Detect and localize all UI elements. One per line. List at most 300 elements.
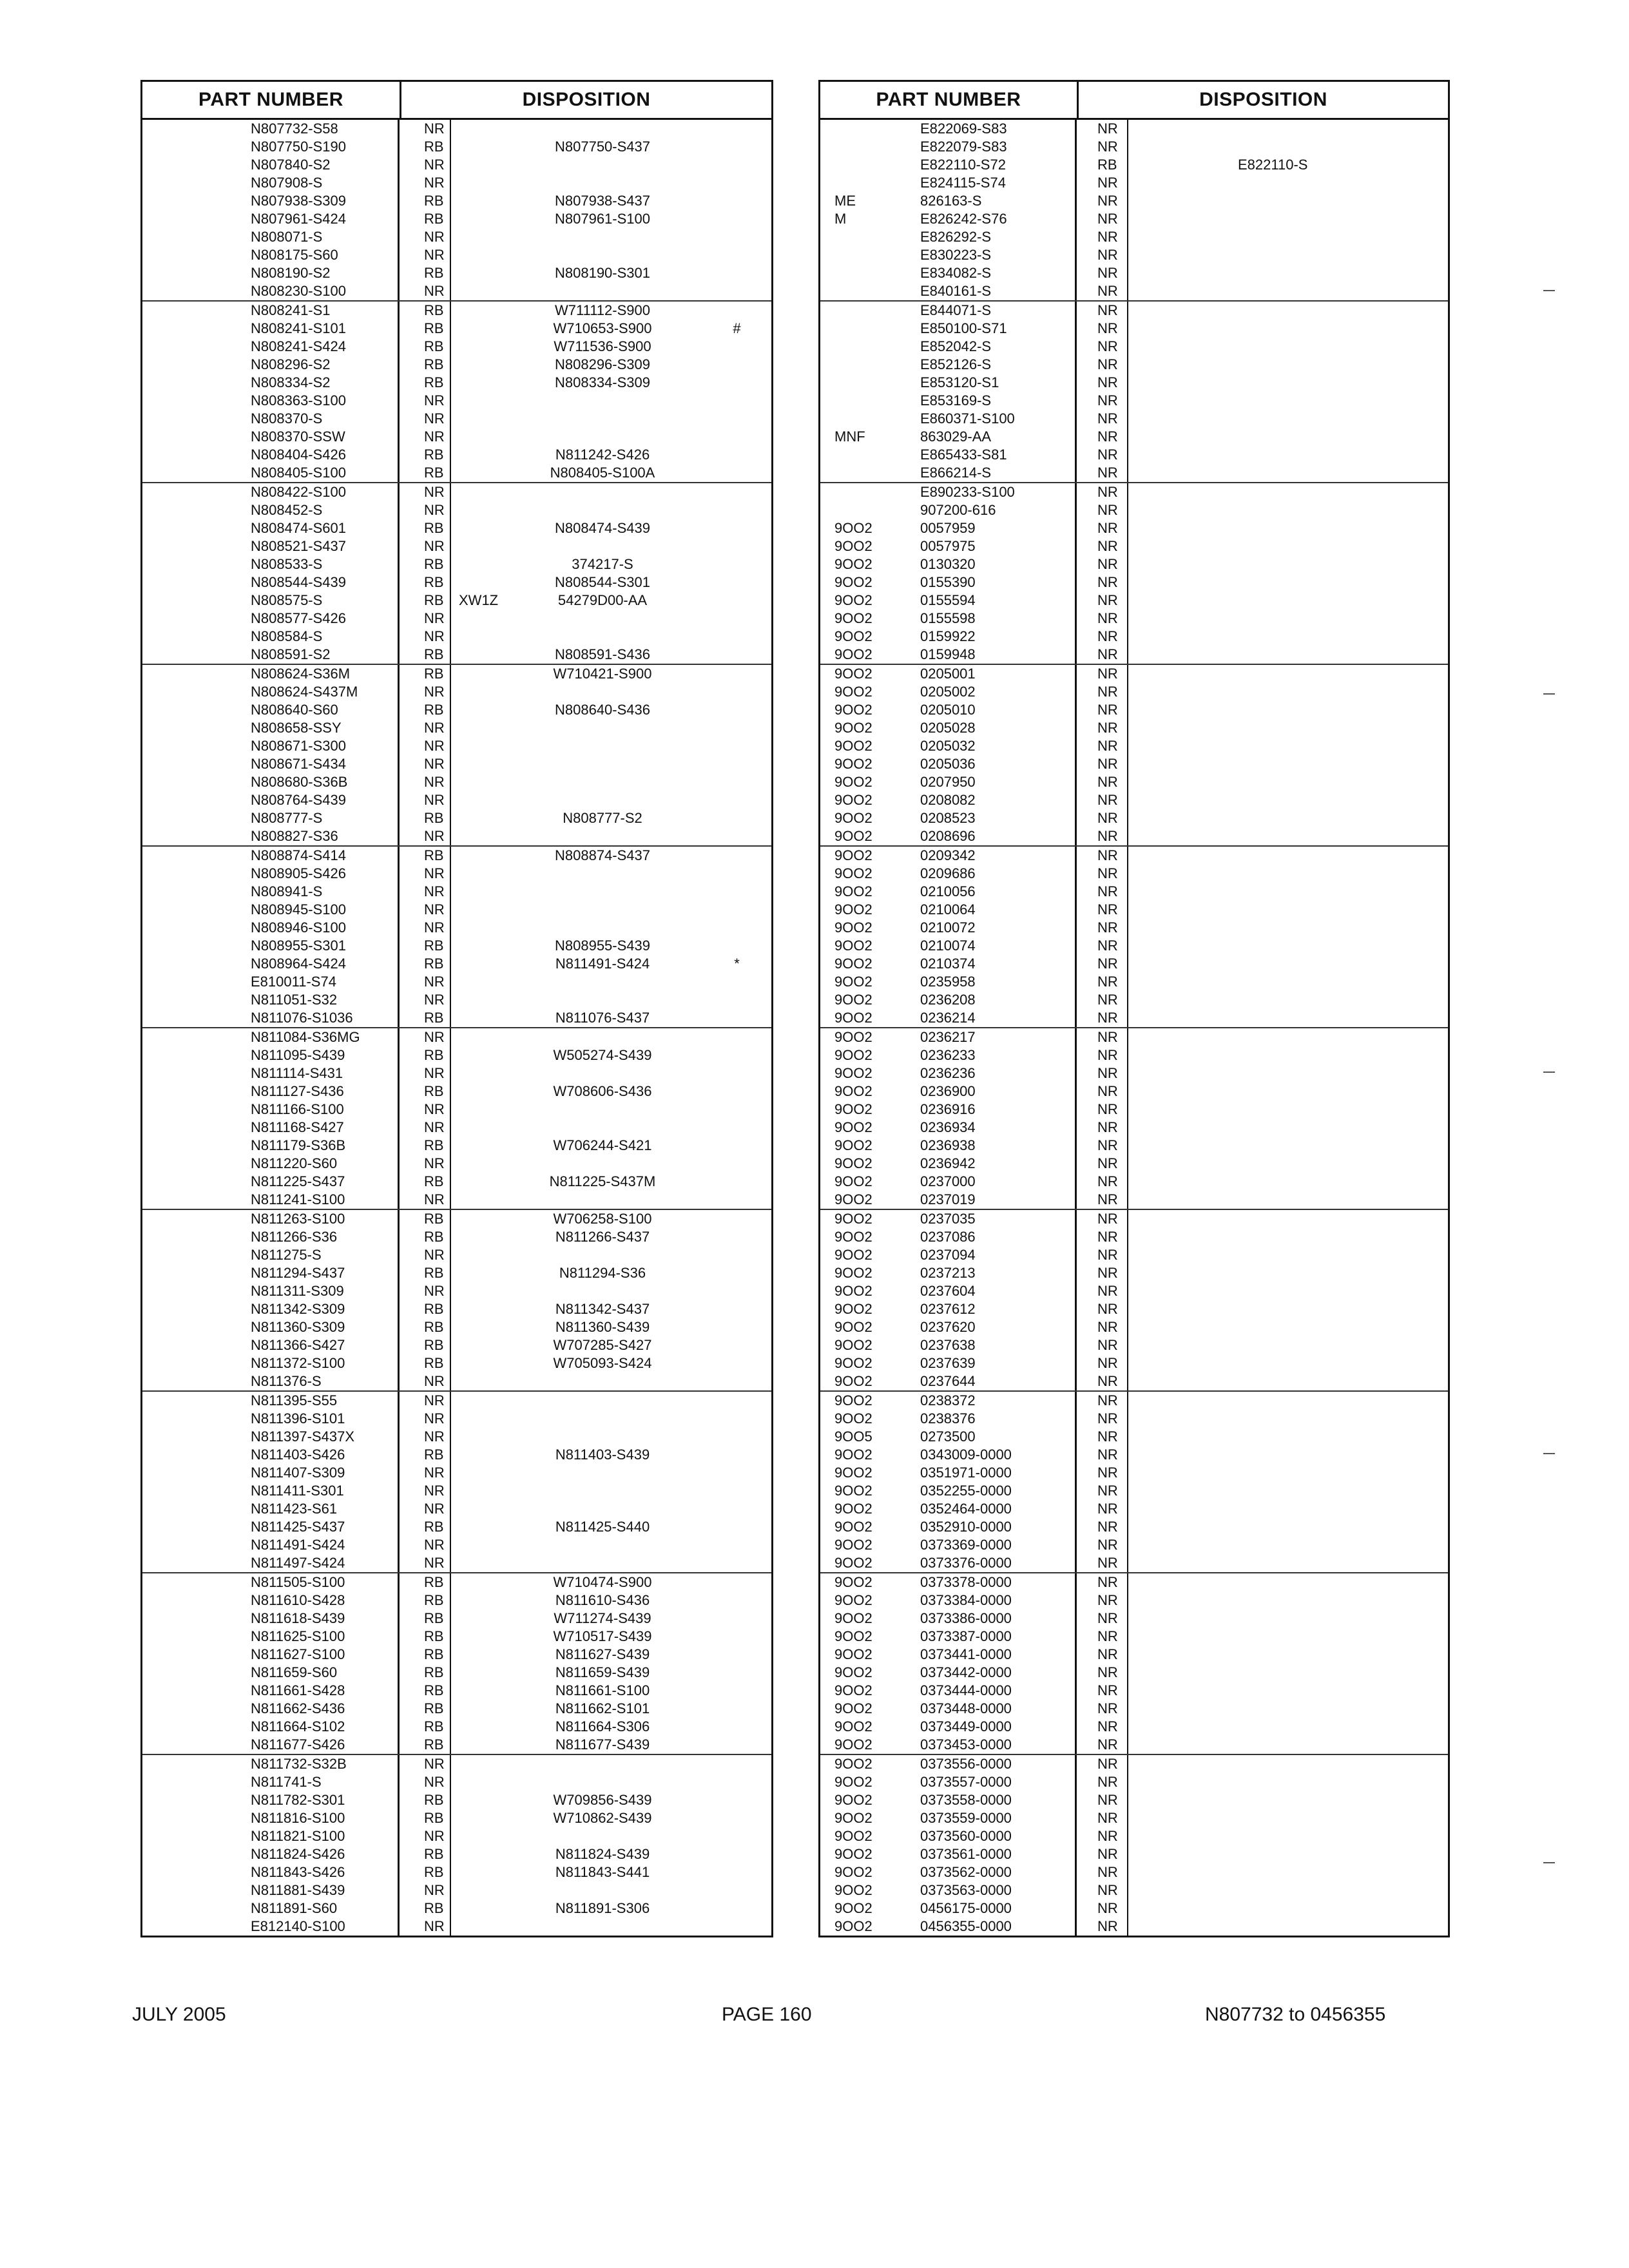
disposition-code: NR [1077, 1736, 1128, 1754]
row-group [142, 1028, 771, 1210]
replacement-part: W706244-S421 [553, 1137, 652, 1153]
part-number: N811395-S55 [142, 1392, 400, 1410]
note-mark [702, 228, 771, 246]
table-row [820, 1845, 1448, 1863]
replacement-part [1128, 246, 1448, 264]
table-row [820, 665, 1448, 683]
replacement-part: 54279D00-AA [557, 592, 648, 608]
replacement-prefix [451, 1410, 503, 1428]
replacement-prefix [451, 646, 503, 664]
note-mark [702, 1628, 771, 1646]
table-row [820, 919, 1448, 937]
disposition-code: NR [400, 1282, 451, 1300]
part-number: 0236214 [920, 1009, 1077, 1027]
disposition-code: NR [1077, 1718, 1128, 1736]
disposition-code: RB [400, 1518, 451, 1536]
replacement-part [503, 1464, 702, 1482]
table-row [820, 1137, 1448, 1155]
table-row [820, 1809, 1448, 1827]
table-row [142, 737, 771, 755]
table-row [142, 1482, 771, 1500]
table-row [142, 1718, 771, 1736]
replacement-prefix [451, 519, 503, 537]
note-mark [702, 1899, 771, 1917]
disposition-code: RB [400, 446, 451, 464]
note-mark [702, 1518, 771, 1536]
replacement-part [503, 282, 702, 300]
row-group [820, 665, 1448, 847]
table-row [142, 1917, 771, 1936]
replacement-part [1128, 847, 1448, 865]
part-number: 0237638 [920, 1336, 1077, 1354]
note-mark [702, 773, 771, 791]
disposition-code: NR [1077, 1682, 1128, 1700]
part-prefix: 9OO2 [834, 574, 872, 590]
part-prefix: M [834, 211, 847, 227]
note-mark [702, 1791, 771, 1809]
part-number: N808474-S601 [142, 519, 400, 537]
replacement-prefix [451, 156, 503, 174]
replacement-part [1128, 1718, 1448, 1736]
part-number: N808190-S2 [142, 264, 400, 282]
part-number: 0209342 [920, 847, 1077, 865]
part-number: E853120-S1 [920, 374, 1077, 392]
replacement-part: W705093-S424 [553, 1355, 652, 1371]
replacement-part [1128, 1610, 1448, 1628]
row-group [820, 1028, 1448, 1210]
disposition-code: NR [1077, 1700, 1128, 1718]
part-number: 0456355-0000 [920, 1917, 1077, 1936]
replacement-prefix [451, 701, 503, 719]
table-row [820, 1318, 1448, 1336]
part-prefix: 9OO2 [834, 1555, 872, 1571]
note-mark [702, 1246, 771, 1264]
replacement-part [1128, 1646, 1448, 1664]
note-mark [702, 628, 771, 646]
disposition-code: RB [400, 1336, 451, 1354]
part-prefix: 9OO2 [834, 1664, 872, 1680]
table-row [142, 410, 771, 428]
replacement-prefix [451, 919, 503, 937]
table-row [820, 228, 1448, 246]
disposition-code: RB [400, 1082, 451, 1100]
disposition-code: RB [400, 1845, 451, 1863]
table-row [820, 610, 1448, 628]
note-mark [702, 120, 771, 138]
part-number: N811168-S427 [142, 1119, 400, 1137]
part-number: 0373448-0000 [920, 1700, 1077, 1718]
replacement-prefix [451, 628, 503, 646]
note-mark [702, 1446, 771, 1464]
part-number: N808241-S424 [142, 338, 400, 356]
replacement-prefix [451, 955, 503, 973]
disposition-code: NR [400, 1100, 451, 1119]
part-prefix: 9OO2 [834, 974, 872, 990]
replacement-part: W710862-S439 [553, 1810, 652, 1826]
part-prefix: MNF [834, 428, 865, 445]
table-row [820, 1392, 1448, 1410]
part-number: 863029-AA [920, 428, 1077, 446]
table-row [820, 1482, 1448, 1500]
part-number: N808624-S437M [142, 683, 400, 701]
disposition-code: NR [1077, 1137, 1128, 1155]
part-number: N808575-S [142, 591, 400, 610]
part-prefix [820, 228, 920, 246]
table-row [820, 1009, 1448, 1027]
part-number: 0237639 [920, 1354, 1077, 1372]
table-row [142, 519, 771, 537]
row-group [142, 1392, 771, 1573]
table-row [142, 302, 771, 320]
note-mark [702, 519, 771, 537]
part-number: 0209686 [920, 865, 1077, 883]
note-mark [702, 591, 771, 610]
row-group [820, 120, 1448, 302]
replacement-prefix [451, 1246, 503, 1264]
replacement-prefix [451, 1827, 503, 1845]
footer-date: JULY 2005 [132, 2004, 226, 2025]
table-row [820, 1428, 1448, 1446]
replacement-part [503, 483, 702, 501]
part-prefix: 9OO2 [834, 1119, 872, 1135]
replacement-prefix [451, 973, 503, 991]
disposition-code: NR [1077, 282, 1128, 300]
note-mark [702, 374, 771, 392]
part-number: 0236900 [920, 1082, 1077, 1100]
disposition-code: NR [1077, 1917, 1128, 1936]
disposition-code: RB [400, 1228, 451, 1246]
replacement-prefix [451, 719, 503, 737]
replacement-part: 374217-S [572, 556, 633, 572]
disposition-code: NR [400, 1064, 451, 1082]
disposition-code: NR [1077, 1191, 1128, 1209]
table-row [820, 282, 1448, 300]
part-number: N811225-S437 [142, 1173, 400, 1191]
table-row [142, 1573, 771, 1591]
replacement-part: W505274-S439 [553, 1047, 652, 1063]
note-mark [702, 610, 771, 628]
table-row [142, 392, 771, 410]
replacement-prefix [451, 1628, 503, 1646]
part-number: N811372-S100 [142, 1354, 400, 1372]
margin-tick-mark [1543, 1862, 1555, 1863]
note-mark [702, 410, 771, 428]
part-number: 0352910-0000 [920, 1518, 1077, 1536]
part-number: N811311-S309 [142, 1282, 400, 1300]
part-number: N808175-S60 [142, 246, 400, 264]
part-prefix: 9OO2 [834, 538, 872, 554]
part-number: N807732-S58 [142, 120, 400, 138]
replacement-part: N808474-S439 [554, 520, 650, 536]
note-mark [702, 646, 771, 664]
part-prefix: 9OO2 [834, 1137, 872, 1153]
table-row [820, 1610, 1448, 1628]
table-row [142, 573, 771, 591]
part-number: 0159922 [920, 628, 1077, 646]
replacement-part: N811342-S437 [555, 1301, 650, 1317]
replacement-prefix [451, 1354, 503, 1372]
table-row [820, 683, 1448, 701]
row-group [820, 847, 1448, 1028]
table-row [142, 356, 771, 374]
right-table-body [820, 120, 1448, 1936]
replacement-part [503, 1119, 702, 1137]
replacement-part [503, 901, 702, 919]
disposition-code: NR [1077, 591, 1128, 610]
note-mark [702, 937, 771, 955]
disposition-code: NR [400, 901, 451, 919]
note-mark [702, 683, 771, 701]
replacement-part [1128, 428, 1448, 446]
replacement-part [1128, 1372, 1448, 1390]
table-row [820, 1028, 1448, 1046]
note-mark [702, 665, 771, 683]
replacement-prefix [451, 809, 503, 827]
table-row [142, 501, 771, 519]
table-row [142, 1064, 771, 1082]
replacement-part [503, 1155, 702, 1173]
part-number: N811618-S439 [142, 1610, 400, 1628]
part-number: N811741-S [142, 1773, 400, 1791]
table-row [820, 1046, 1448, 1064]
part-number: N811342-S309 [142, 1300, 400, 1318]
table-row [820, 955, 1448, 973]
part-prefix: 9OO2 [834, 556, 872, 572]
table-row [142, 1372, 771, 1390]
table-row [820, 991, 1448, 1009]
replacement-part [1128, 138, 1448, 156]
disposition-code: RB [400, 1682, 451, 1700]
replacement-part: N811824-S439 [555, 1846, 650, 1862]
disposition-code: NR [400, 174, 451, 192]
replacement-part [503, 501, 702, 519]
replacement-part [1128, 1863, 1448, 1881]
table-row [820, 1554, 1448, 1572]
part-number: 0373378-0000 [920, 1573, 1077, 1591]
part-prefix: 9OO2 [834, 1574, 872, 1590]
part-number: 0210064 [920, 901, 1077, 919]
replacement-part [1128, 1573, 1448, 1591]
table-row [820, 264, 1448, 282]
part-number: N808946-S100 [142, 919, 400, 937]
replacement-part [1128, 1899, 1448, 1917]
disposition-code: NR [1077, 428, 1128, 446]
table-row [820, 1628, 1448, 1646]
disposition-code: NR [400, 1917, 451, 1936]
replacement-prefix [451, 1372, 503, 1390]
disposition-code: NR [400, 1119, 451, 1137]
replacement-part [1128, 1755, 1448, 1773]
replacement-prefix [451, 1755, 503, 1773]
replacement-part [1128, 1736, 1448, 1754]
disposition-code: NR [400, 1372, 451, 1390]
part-number: N808544-S439 [142, 573, 400, 591]
row-group [820, 1392, 1448, 1573]
part-prefix [820, 302, 920, 320]
part-number: E826242-S76 [920, 210, 1077, 228]
note-mark [702, 1028, 771, 1046]
replacement-part [1128, 356, 1448, 374]
disposition-code: NR [1077, 356, 1128, 374]
table-row [820, 573, 1448, 591]
part-number: N808964-S424 [142, 955, 400, 973]
table-row [820, 1646, 1448, 1664]
part-number: N807961-S424 [142, 210, 400, 228]
part-prefix [820, 392, 920, 410]
part-prefix: 9OO2 [834, 1810, 872, 1826]
replacement-part [1128, 374, 1448, 392]
note-mark [702, 573, 771, 591]
row-group [820, 1210, 1448, 1392]
part-number: 0237094 [920, 1246, 1077, 1264]
disposition-code: NR [1077, 719, 1128, 737]
note-mark [702, 1354, 771, 1372]
replacement-part [1128, 1536, 1448, 1554]
disposition-code: NR [1077, 1628, 1128, 1646]
note-mark [702, 356, 771, 374]
replacement-part: N811076-S437 [555, 1010, 650, 1026]
part-number: 0130320 [920, 555, 1077, 573]
replacement-part [1128, 1318, 1448, 1336]
replacement-prefix [451, 555, 503, 573]
replacement-part [503, 883, 702, 901]
note-mark [702, 1881, 771, 1899]
replacement-part: W710474-S900 [553, 1574, 652, 1590]
replacement-part [1128, 264, 1448, 282]
disposition-code: NR [400, 865, 451, 883]
replacement-prefix [451, 356, 503, 374]
part-number: 0210374 [920, 955, 1077, 973]
disposition-code: NR [400, 919, 451, 937]
table-row [142, 1410, 771, 1428]
table-row [820, 1410, 1448, 1428]
table-row [820, 1264, 1448, 1282]
replacement-part: N811891-S306 [555, 1900, 650, 1916]
replacement-prefix [451, 1210, 503, 1228]
table-row [142, 1736, 771, 1754]
part-number: 0236916 [920, 1100, 1077, 1119]
part-number: N808945-S100 [142, 901, 400, 919]
part-number: 0205010 [920, 701, 1077, 719]
disposition-code: RB [400, 464, 451, 482]
part-prefix: 9OO2 [834, 684, 872, 700]
part-number: N811179-S36B [142, 1137, 400, 1155]
part-number: E844071-S [920, 302, 1077, 320]
part-prefix: 9OO2 [834, 883, 872, 899]
disposition-code: NR [1077, 610, 1128, 628]
disposition-code: RB [400, 1210, 451, 1228]
replacement-part: W708606-S436 [553, 1083, 652, 1099]
table-row [142, 1845, 771, 1863]
replacement-prefix [451, 937, 503, 955]
table-row [142, 483, 771, 501]
replacement-part: W710421-S900 [553, 666, 652, 682]
part-number: 0205002 [920, 683, 1077, 701]
part-number: N808658-SSY [142, 719, 400, 737]
part-prefix: 9OO2 [834, 1283, 872, 1299]
replacement-prefix [451, 1664, 503, 1682]
part-number: N807938-S309 [142, 192, 400, 210]
table-row [142, 755, 771, 773]
table-row [142, 1191, 771, 1209]
replacement-part [1128, 1264, 1448, 1282]
disposition-code: RB [400, 591, 451, 610]
part-prefix: 9OO2 [834, 646, 872, 662]
part-number: N808404-S426 [142, 446, 400, 464]
replacement-part [1128, 1554, 1448, 1572]
table-row [820, 1191, 1448, 1209]
part-number: N811127-S436 [142, 1082, 400, 1100]
replacement-prefix [451, 210, 503, 228]
table-row [820, 1119, 1448, 1137]
disposition-code: NR [1077, 973, 1128, 991]
table-row [820, 773, 1448, 791]
part-prefix: 9OO2 [834, 1900, 872, 1916]
disposition-code: NR [400, 737, 451, 755]
part-prefix: 9OO2 [834, 1718, 872, 1735]
replacement-prefix [451, 1482, 503, 1500]
replacement-part [1128, 737, 1448, 755]
part-prefix: 9OO2 [834, 1846, 872, 1862]
replacement-prefix [451, 1082, 503, 1100]
table-row [142, 1773, 771, 1791]
replacement-part [503, 1500, 702, 1518]
disposition-code: NR [400, 610, 451, 628]
part-number: N811407-S309 [142, 1464, 400, 1482]
replacement-part [503, 1246, 702, 1264]
note-mark [702, 192, 771, 210]
part-number: 0373560-0000 [920, 1827, 1077, 1845]
replacement-prefix [451, 1845, 503, 1863]
table-row [142, 1809, 771, 1827]
table-row [820, 701, 1448, 719]
disposition-code: NR [400, 246, 451, 264]
note-mark [702, 246, 771, 264]
part-number: E822079-S83 [920, 138, 1077, 156]
note-mark [702, 1736, 771, 1754]
table-row [142, 1009, 771, 1027]
table-row [820, 865, 1448, 883]
replacement-prefix [451, 1518, 503, 1536]
disposition-code: NR [400, 1881, 451, 1899]
part-number: N811664-S102 [142, 1718, 400, 1736]
disposition-code: NR [1077, 646, 1128, 664]
replacement-part [1128, 1518, 1448, 1536]
part-number: 0373556-0000 [920, 1755, 1077, 1773]
part-prefix: 9OO2 [834, 1774, 872, 1790]
replacement-part [503, 1191, 702, 1209]
disposition-code: NR [1077, 1610, 1128, 1628]
disposition-code: RB [400, 519, 451, 537]
table-row [142, 937, 771, 955]
table-row [142, 228, 771, 246]
part-number: N808241-S1 [142, 302, 400, 320]
part-number: E852126-S [920, 356, 1077, 374]
table-row [820, 1863, 1448, 1881]
replacement-part [1128, 955, 1448, 973]
disposition-code: NR [1077, 1446, 1128, 1464]
part-number: N811677-S426 [142, 1736, 400, 1754]
table-row [142, 865, 771, 883]
replacement-prefix [451, 1155, 503, 1173]
part-number: N808905-S426 [142, 865, 400, 883]
disposition-code: NR [400, 228, 451, 246]
replacement-prefix [451, 1064, 503, 1082]
table-row [142, 1700, 771, 1718]
part-number: N808533-S [142, 555, 400, 573]
part-prefix: 9OO2 [834, 1537, 872, 1553]
part-number: N808241-S101 [142, 320, 400, 338]
